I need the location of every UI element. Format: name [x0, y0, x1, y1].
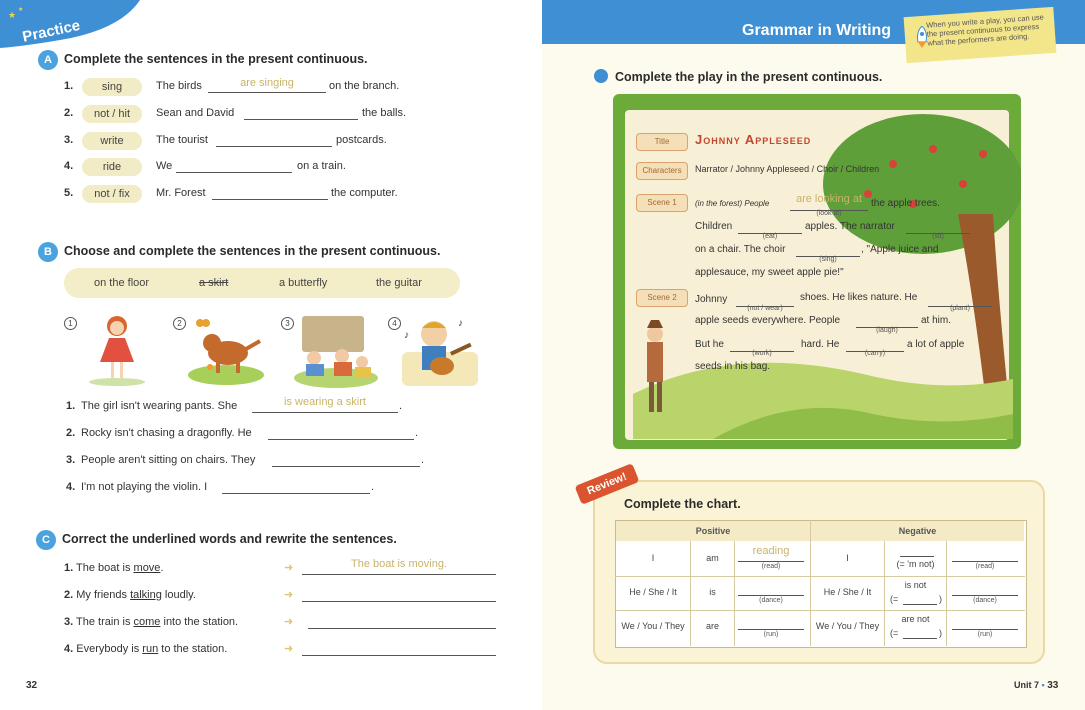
sentence-end: on a train.: [297, 160, 346, 172]
sentence-row: [64, 616, 238, 628]
dot-icon: •: [1041, 680, 1045, 690]
picture-number: 4: [388, 317, 401, 330]
arrow-icon: ➜: [284, 643, 294, 655]
rewrite-blank[interactable]: [302, 645, 496, 656]
sample-answer: The boat is moving.: [351, 558, 447, 570]
rewrite-blank[interactable]: [302, 591, 496, 602]
section-b-badge: B: [38, 242, 58, 262]
section-c-title: Correct the underlined words and rewrite the sentences.: [62, 532, 397, 546]
scene-text: seeds in his bag.: [695, 361, 771, 372]
verb-hint: (plant): [950, 305, 970, 312]
banner-text: Practice: [20, 16, 82, 46]
item-number: 1.: [64, 562, 74, 574]
verb-hint: (eat): [762, 233, 778, 240]
verb-hint: (run): [763, 631, 779, 638]
sentence-end: .: [371, 481, 375, 493]
chart-divider: [734, 541, 735, 646]
rewrite-blank[interactable]: [308, 618, 496, 629]
word-bank-item[interactable]: a butterfly: [279, 277, 328, 289]
verb-hint: (read): [761, 563, 781, 570]
verb-chip: write: [82, 132, 142, 150]
people-on-floor-illustration: [292, 312, 380, 388]
verb-hint: (dance): [759, 597, 783, 604]
scene-text: shoes. He likes nature. He: [800, 292, 918, 303]
section-a-badge: A: [38, 50, 58, 70]
chart-blank[interactable]: [952, 551, 1018, 562]
sample-answer: reading: [752, 545, 790, 557]
answer-blank[interactable]: [244, 109, 358, 120]
chart-aux: (= 'm not): [896, 559, 935, 569]
chart-aux: am: [706, 553, 719, 563]
item-number: 2.: [66, 427, 76, 439]
sentence-start: The tourist: [156, 134, 208, 146]
title-label: Title: [636, 133, 688, 151]
page-number-left: 32: [26, 680, 38, 691]
answer-blank[interactable]: [268, 429, 414, 440]
sentence-start: The train is: [76, 616, 131, 628]
sentence-end: .: [415, 427, 419, 439]
section-a-title: Complete the sentences in the present continuous.: [64, 52, 368, 66]
page-number-right: 33: [1047, 680, 1059, 691]
scene-2-label: Scene 2: [636, 289, 688, 307]
sentence-end: into the station.: [163, 616, 239, 628]
chart-aux: ): [939, 628, 942, 638]
scene-text: apples. The narrator: [805, 221, 895, 232]
chart-divider: [884, 541, 885, 646]
sentence-start: The birds: [156, 80, 202, 92]
chart-subject: We / You / They: [621, 621, 685, 631]
rocket-icon: [914, 26, 930, 48]
svg-text:♪: ♪: [404, 330, 409, 341]
sentence-end: .: [421, 454, 425, 466]
sample-answer: is wearing a skirt: [284, 396, 366, 408]
arrow-icon: ➜: [284, 616, 294, 628]
picture-number: 1: [64, 317, 77, 330]
section-b-title: Choose and complete the sentences in the present continuous.: [64, 244, 441, 258]
chart-subject: We / You / They: [815, 621, 880, 631]
verb-hint: (laugh): [876, 327, 898, 334]
verb-chip: sing: [82, 78, 142, 96]
chart-subject: I: [651, 553, 655, 563]
item-number: 4.: [64, 643, 74, 655]
sentence-start: Mr. Forest: [156, 187, 206, 199]
item-number: 1.: [66, 400, 76, 412]
picture-number: 3: [281, 317, 294, 330]
verb-hint: (carry): [864, 350, 886, 357]
verb-hint: (sit): [932, 233, 944, 240]
underlined-word: run: [142, 643, 159, 655]
chart-blank[interactable]: [738, 585, 804, 596]
arrow-icon: ➜: [284, 562, 294, 574]
scene-text: applesauce, my sweet apple pie!": [695, 267, 844, 278]
play-title: Johnny Appleseed: [695, 132, 812, 147]
item-number: 4.: [66, 481, 76, 493]
bullet-icon: [594, 69, 608, 83]
underlined-word: move: [133, 562, 161, 574]
answer-blank[interactable]: [212, 189, 328, 200]
sentence-end: on the branch.: [329, 80, 400, 92]
verb-hint: (read): [975, 563, 995, 570]
star-icon: ★: [8, 10, 17, 20]
boy-playing-guitar-illustration: [398, 312, 482, 388]
scene-1-label: Scene 1: [636, 194, 688, 212]
sentence-end: .: [399, 400, 403, 412]
verb-chip: not / fix: [82, 185, 142, 203]
chart-divider: [615, 610, 1025, 611]
verb-hint: (dance): [973, 597, 997, 604]
underlined-word: talking: [130, 589, 162, 601]
scene-text: hard. He: [801, 339, 840, 350]
chart-header-negative: Negative: [811, 521, 1024, 541]
dog-chasing-butterfly-illustration: [186, 315, 266, 387]
chart-blank[interactable]: [903, 594, 937, 605]
chart-aux: is: [709, 587, 716, 597]
underlined-word: come: [133, 616, 161, 628]
answer-blank[interactable]: [176, 162, 292, 173]
tip-text: When you write a play, you can use the present continuous to express what the performers are doing.: [925, 12, 1045, 48]
word-bank-item[interactable]: on the floor: [94, 277, 150, 289]
scene-text: apple seeds everywhere. People: [695, 315, 841, 326]
verb-hint: (run): [977, 631, 993, 638]
sentence-text: The girl isn't wearing pants. She: [81, 400, 238, 412]
chart-blank[interactable]: [952, 619, 1018, 630]
sentence-end: to the station.: [161, 643, 228, 655]
sentence-end: postcards.: [336, 134, 387, 146]
sample-answer: are looking at: [795, 193, 863, 205]
sentence-end: the balls.: [362, 107, 407, 119]
sentence-start: Everybody is: [76, 643, 140, 655]
item-number: 4.: [64, 160, 74, 172]
scene-text: a lot of apple: [907, 339, 965, 350]
sentence-row: [64, 643, 227, 655]
picture-number: 2: [173, 317, 186, 330]
arrow-icon: ➜: [284, 589, 294, 601]
chart-subject: I: [846, 553, 849, 563]
item-number: 1.: [64, 80, 74, 92]
sentence-end: .: [160, 562, 164, 574]
sentence-row: [64, 562, 164, 574]
sentence-start: My friends: [76, 589, 127, 601]
chart-aux: (=: [890, 628, 899, 638]
scene-text: Johnny: [695, 294, 728, 305]
grammar-header-title: Grammar in Writing: [742, 22, 892, 39]
chart-aux: are: [705, 621, 719, 631]
characters-label: Characters: [636, 162, 688, 180]
item-number: 2.: [64, 107, 74, 119]
answer-blank[interactable]: [216, 136, 332, 147]
item-number: 3.: [66, 454, 76, 466]
chart-subject: He / She / It: [823, 587, 872, 597]
sentence-start: The boat is: [76, 562, 131, 574]
word-bank-item-used[interactable]: a skirt: [199, 277, 229, 289]
chart-blank[interactable]: [738, 619, 804, 630]
chart-aux: are not: [901, 614, 930, 624]
sentence-end: the computer.: [331, 187, 398, 199]
review-title: Complete the chart.: [624, 497, 741, 511]
item-number: 2.: [64, 589, 74, 601]
characters-list: Narrator / Johnny Appleseed / Choir / Children: [695, 164, 880, 174]
chart-header-positive: Positive: [616, 521, 810, 541]
unit-label: Unit 7: [1014, 680, 1040, 690]
page-footer: [1014, 680, 1058, 691]
item-number: 3.: [64, 134, 74, 146]
answer-blank[interactable]: [272, 456, 420, 467]
girl-in-skirt-illustration: [82, 312, 152, 387]
chart-aux: (=: [890, 594, 899, 604]
chart-aux: ): [939, 594, 942, 604]
item-number: 5.: [64, 187, 74, 199]
scene-text: the apple trees.: [871, 198, 940, 209]
verb-hint: (work): [752, 350, 772, 357]
scene-text: at him.: [921, 315, 952, 326]
sentence-end: loudly.: [164, 589, 196, 601]
play-instruction: Complete the play in the present continuous.: [615, 70, 883, 84]
section-c-badge: C: [36, 530, 56, 550]
chart-blank[interactable]: [900, 546, 934, 557]
practice-banner: [0, 0, 150, 48]
verb-chip: ride: [82, 158, 142, 176]
word-bank-item[interactable]: the guitar: [376, 277, 422, 289]
verb-hint: (look at): [816, 210, 842, 217]
chart-blank[interactable]: [738, 551, 804, 562]
review-tag: Review!: [575, 463, 640, 505]
sentence-row: [64, 589, 196, 601]
chart-aux: is not: [904, 580, 927, 590]
scene-text: Children: [695, 221, 733, 232]
chart-blank[interactable]: [952, 585, 1018, 596]
chart-divider: [615, 576, 1025, 577]
sentence-text: People aren't sitting on chairs. They: [81, 454, 256, 466]
scene-text: on a chair. The choir: [695, 244, 786, 255]
chart-subject: He / She / It: [629, 587, 677, 597]
sentence-start: Sean and David: [156, 107, 235, 119]
scene-1-line-1: (in the forest) People: [695, 199, 770, 208]
sample-answer: are singing: [240, 77, 294, 89]
chart-blank[interactable]: [903, 628, 937, 639]
scene-text: , "Apple juice and: [861, 244, 939, 255]
verb-hint: (sing): [819, 256, 837, 263]
sentence-start: We: [156, 160, 173, 172]
item-number: 3.: [64, 616, 74, 628]
star-icon: ★: [18, 7, 24, 13]
scene-text: But he: [695, 339, 724, 350]
chart-divider: [946, 541, 947, 646]
answer-blank[interactable]: [222, 483, 370, 494]
sentence-text: Rocky isn't chasing a dragonfly. He: [81, 427, 252, 439]
sentence-text: I'm not playing the violin. I: [81, 481, 208, 493]
verb-chip: not / hit: [82, 105, 142, 123]
svg-text:♪: ♪: [458, 318, 463, 329]
verb-hint: (not / wear): [747, 305, 783, 312]
